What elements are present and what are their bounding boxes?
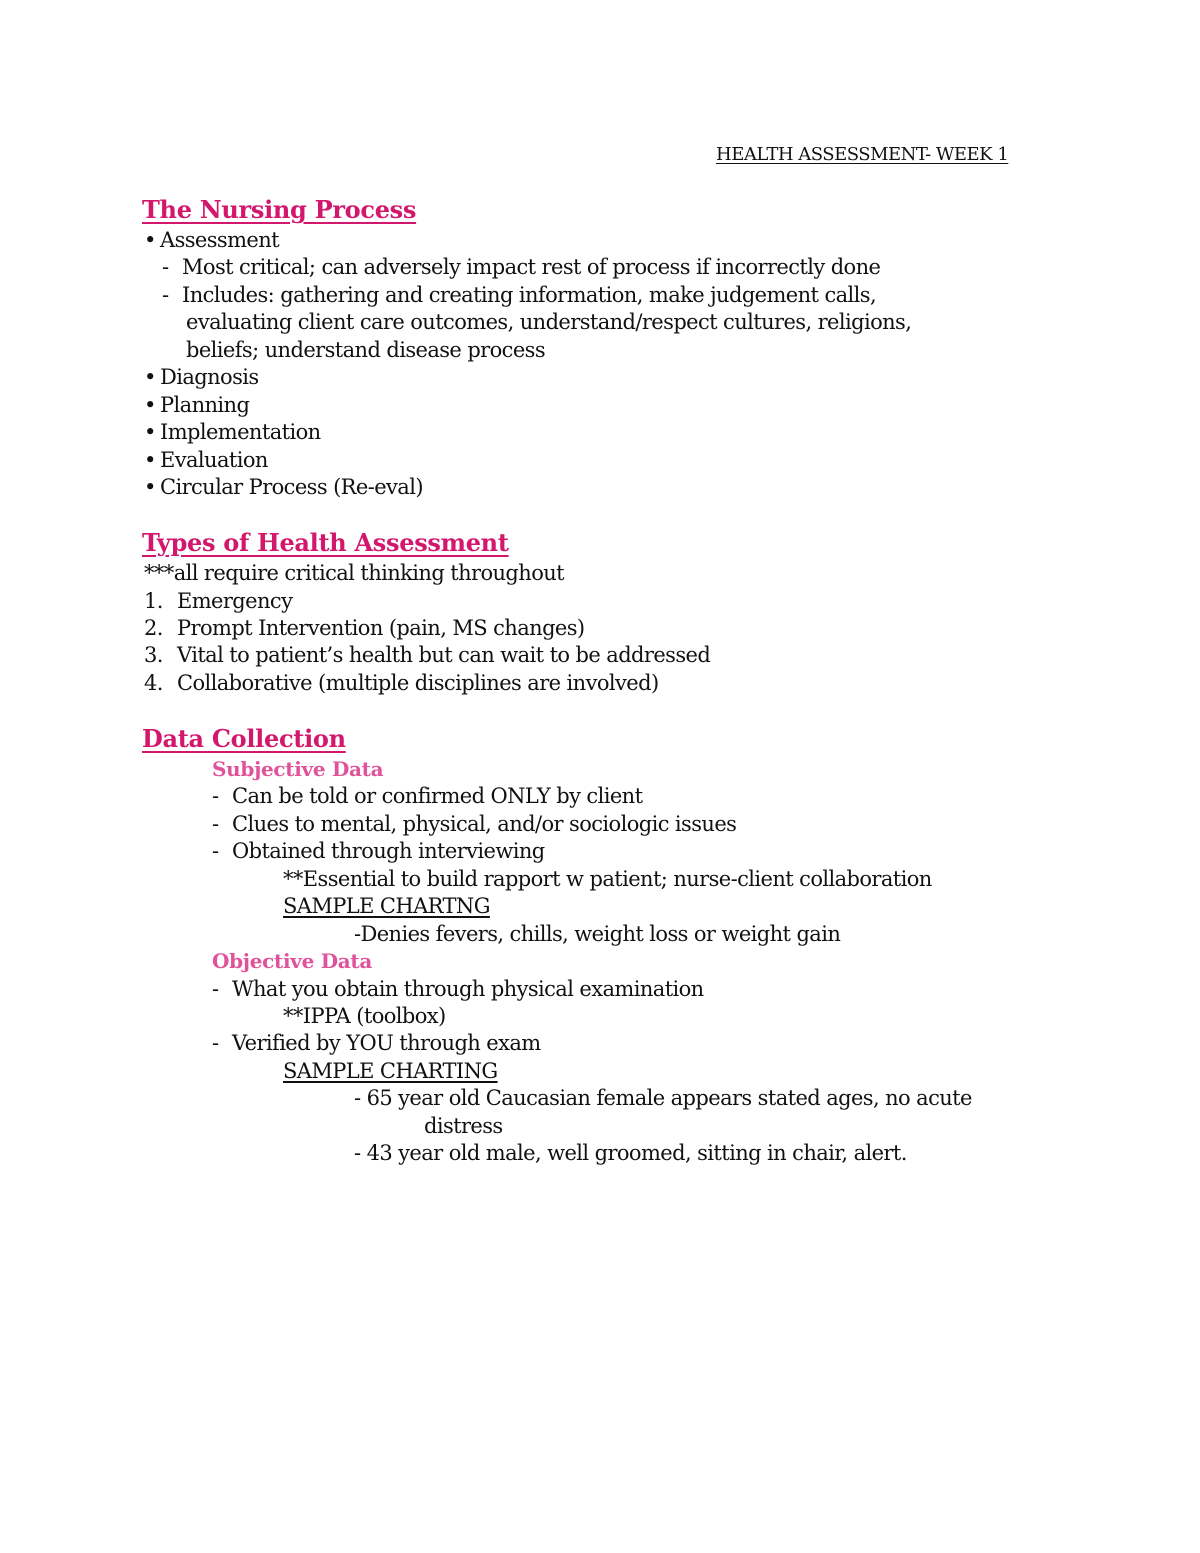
types-note: ***all require critical thinking throughout (144, 561, 564, 585)
section-title-data-collection: Data Collection (142, 724, 346, 753)
numbered-item-prompt-intervention: 2. Prompt Intervention (pain, MS changes) (144, 616, 585, 640)
list-item-assessment: • Assessment (144, 227, 279, 253)
objective-item: - What you obtain through physical examination (212, 977, 704, 1001)
section-title-types-of-assessment: Types of Health Assessment (142, 528, 509, 557)
subsection-title-objective: Objective Data (212, 949, 372, 973)
list-item-implementation: • Implementation (144, 419, 321, 445)
subjective-item: - Clues to mental, physical, and/or sociologic issues (212, 812, 737, 836)
list-item-planning: • Planning (144, 392, 249, 418)
sub-list-item: - Includes: gathering and creating information, make judgement calls, (162, 283, 877, 307)
sub-list-item-continuation: beliefs; understand disease process (186, 338, 545, 362)
objective-item: - Verified by YOU through exam (212, 1031, 541, 1055)
numbered-item-vital: 3. Vital to patient’s health but can wait to be addressed (144, 643, 711, 667)
numbered-item-emergency: 1. Emergency (144, 589, 293, 613)
subjective-item: - Obtained through interviewing (212, 839, 545, 863)
subjective-note: **Essential to build rapport w patient; nurse-client collaboration (283, 867, 932, 891)
sub-list-item: - Most critical; can adversely impact rest of process if incorrectly done (162, 255, 881, 279)
objective-sample-line-continuation: distress (424, 1114, 503, 1138)
subjective-item: - Can be told or confirmed ONLY by client (212, 784, 643, 808)
list-item-circular-process: • Circular Process (Re-eval) (144, 474, 423, 500)
numbered-item-collaborative: 4. Collaborative (multiple disciplines are involved) (144, 671, 659, 695)
objective-sample-line: - 65 year old Caucasian female appears stated ages, no acute (354, 1086, 972, 1110)
objective-sample-heading: SAMPLE CHARTING (283, 1059, 498, 1083)
subjective-sample-text: -Denies fevers, chills, weight loss or weight gain (354, 922, 841, 946)
list-item-diagnosis: • Diagnosis (144, 364, 259, 390)
list-item-evaluation: • Evaluation (144, 447, 268, 473)
subsection-title-subjective: Subjective Data (212, 757, 384, 781)
page-header-title: HEALTH ASSESSMENT- WEEK 1 (716, 144, 1009, 165)
section-title-nursing-process: The Nursing Process (142, 195, 417, 224)
objective-note: **IPPA (toolbox) (283, 1004, 446, 1028)
objective-sample-line: - 43 year old male, well groomed, sitting in chair, alert. (354, 1141, 907, 1165)
subjective-sample-heading: SAMPLE CHARTNG (283, 894, 490, 918)
sub-list-item-continuation: evaluating client care outcomes, understand/respect cultures, religions, (186, 310, 912, 334)
